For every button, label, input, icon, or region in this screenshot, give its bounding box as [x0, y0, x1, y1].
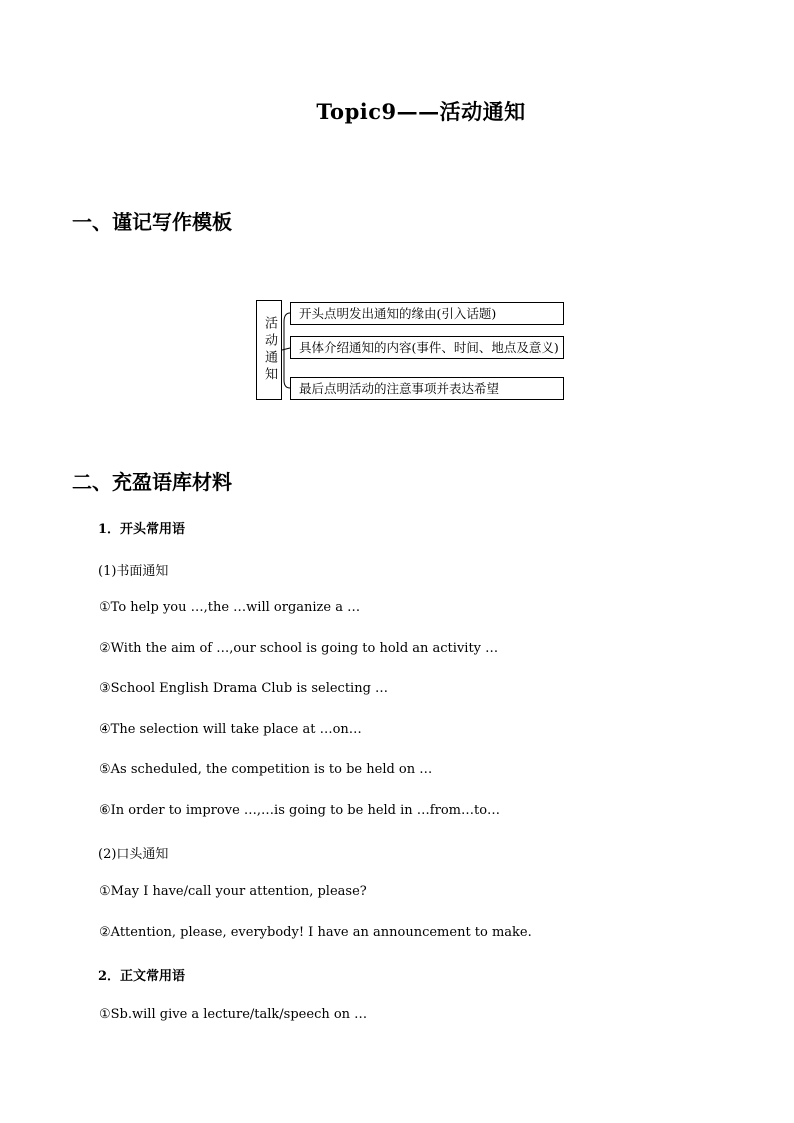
section-heading-template: 一、谨记写作模板 [72, 210, 232, 234]
list-item: ②Attention, please, everybody! I have an announcement to make. [99, 925, 532, 940]
list-item: ⑤As scheduled, the competition is to be held on … [99, 762, 433, 777]
diagram-box-content: 具体介绍通知的内容(事件、时间、地点及意义) [290, 336, 564, 359]
diagram-side-label: 活动通知 [262, 316, 277, 384]
list-item: ⑥In order to improve …,…is going to be held in …from…to… [99, 803, 501, 818]
list-item: ②With the aim of …,our school is going to hold an activity … [99, 641, 499, 656]
subheading-written-notice: (1)书面通知 [98, 564, 169, 579]
subheading-body-phrases: 2．正文常用语 [98, 969, 186, 984]
list-item: ①May I have/call your attention, please? [99, 884, 367, 899]
list-item: ①To help you …,the …will organize a … [99, 600, 361, 615]
template-diagram [256, 300, 568, 402]
section-heading-materials: 二、充盈语库材料 [72, 470, 232, 494]
list-item: ④The selection will take place at …on… [99, 722, 362, 737]
page-title: Topic9——活动通知 [316, 99, 526, 124]
diagram-box-opening: 开头点明发出通知的缘由(引入话题) [290, 302, 564, 325]
list-item: ①Sb.will give a lecture/talk/speech on … [99, 1007, 368, 1022]
subheading-oral-notice: (2)口头通知 [98, 847, 169, 862]
diagram-box-closing: 最后点明活动的注意事项并表达希望 [290, 377, 564, 400]
subheading-opening-phrases: 1．开头常用语 [98, 522, 186, 537]
list-item: ③School English Drama Club is selecting … [99, 681, 389, 696]
